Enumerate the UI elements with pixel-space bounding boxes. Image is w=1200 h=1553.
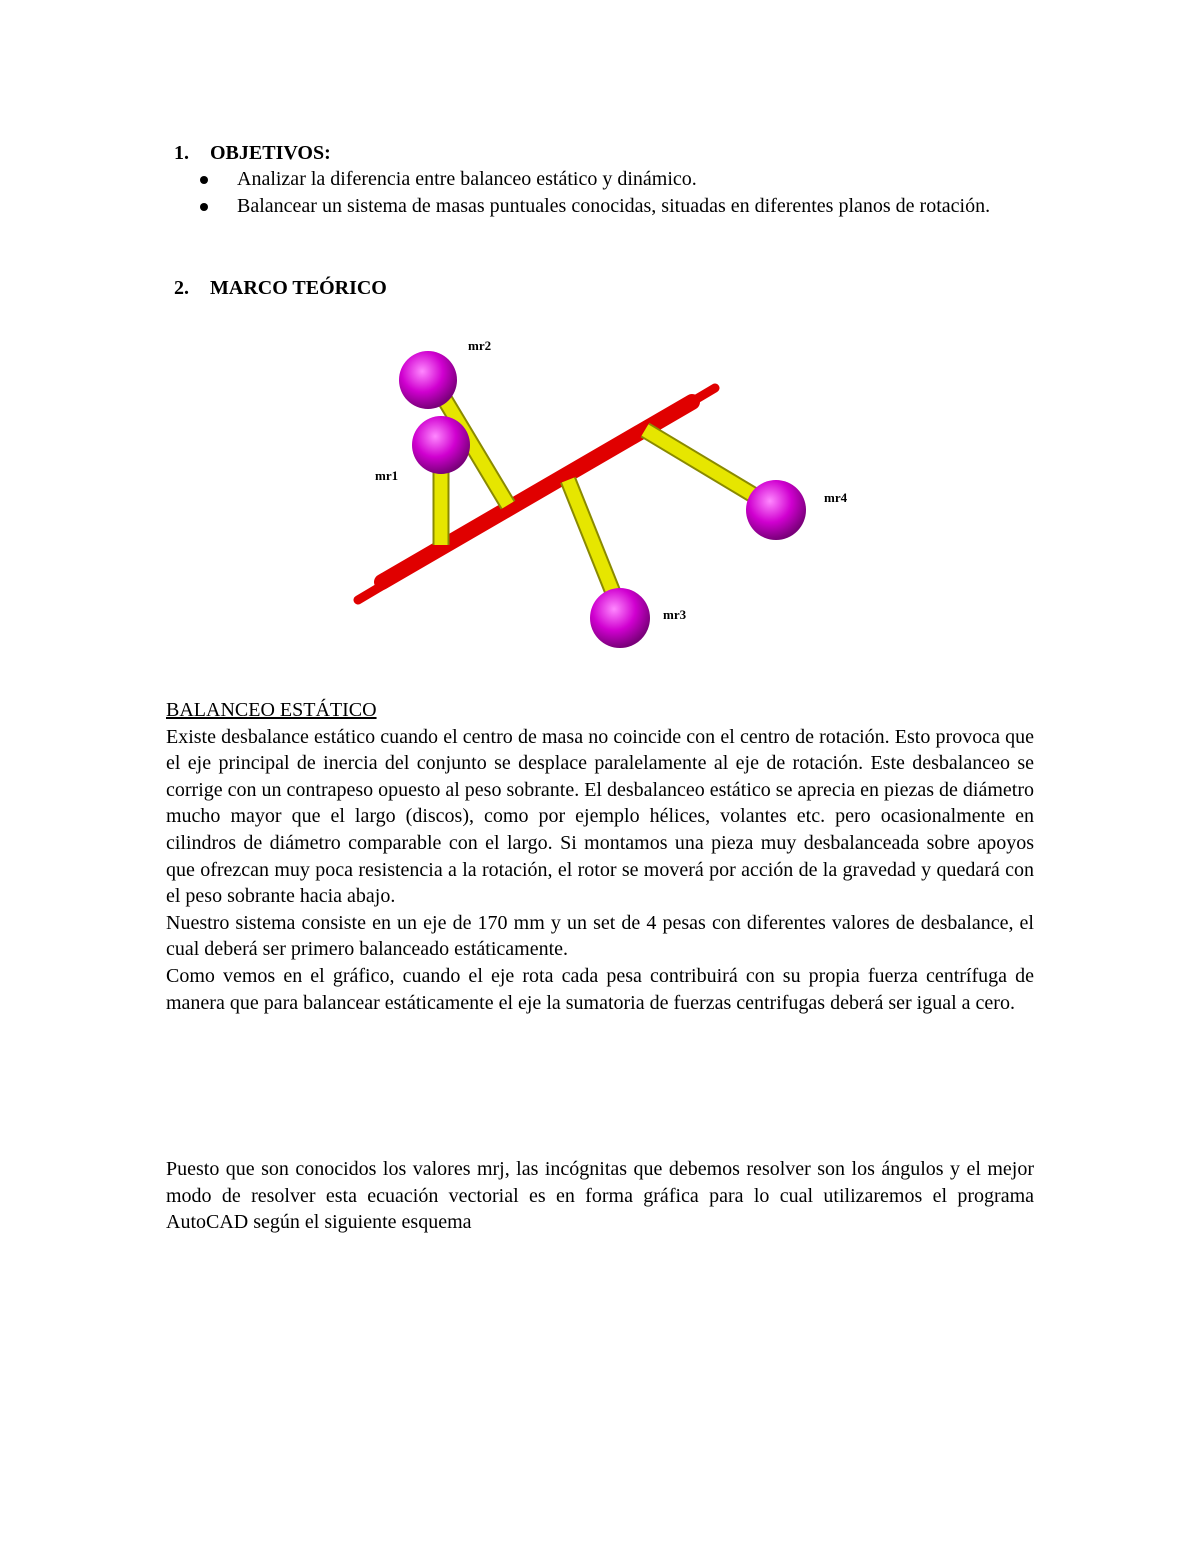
label-mr1: mr1 (375, 468, 399, 483)
shaft (358, 388, 715, 600)
closing-section (166, 1156, 1034, 1236)
marco-title: MARCO TEÓRICO (210, 277, 387, 299)
list-item (200, 166, 1034, 193)
objectives-list (200, 166, 1034, 220)
balancing-figure (340, 330, 880, 660)
balanceo-title: BALANCEO ESTÁTICO (166, 699, 377, 721)
mass-mr4-icon (746, 480, 806, 540)
balanceo-section (166, 697, 1034, 1016)
objectives-heading (174, 142, 331, 165)
marco-number: 2. (174, 277, 189, 299)
arms (430, 375, 770, 610)
objective-text-1: Analizar la diferencia entre balanceo estático y dinámico. (237, 168, 697, 190)
mass-mr2-icon (399, 351, 457, 409)
objective-text-2: Balancear un sistema de masas puntuales conocidas, situadas en diferentes planos de rotación. (237, 195, 991, 217)
list-item (200, 193, 1034, 220)
mass-mr3-icon (590, 588, 650, 648)
label-mr4: mr4 (824, 490, 848, 505)
marco-heading (174, 277, 387, 300)
balanceo-paragraph-1: Existe desbalance estático cuando el centro de masa no coincide con el centro de rotación. Esto provoca que el eje principal de inercia del conjunto se desplace paralelamente al eje de rotación. Este desbalanceo se corrige con un contrapeso opuesto al peso sobrante. El desbalanceo estático se aprecia en piezas de diámetro mucho mayor que el largo (discos), como por ejemplo hélices, volantes etc. pero ocasionalmente en cilindros de diámetro comparable con el largo. Si montamos una pieza muy desbalanceada sobre apoyos que ofrezcan muy poca resistencia a la rotación, el rotor se moverá por acción de la gravedad y quedará con el peso sobrante hacia abajo. (166, 725, 1034, 908)
label-mr3: mr3 (663, 607, 687, 622)
closing-paragraph: Puesto que son conocidos los valores mrj, las incógnitas que debemos resolver son los ángulos y el mejor modo de resolver esta ecuación vectorial es en forma gráfica para lo cual utilizaremos el programa AutoCAD según el siguiente esquema (166, 1158, 1034, 1234)
balanceo-paragraph-2: Nuestro sistema consiste en un eje de 170 mm y un set de 4 pesas con diferentes valores de desbalance, el cual deberá ser primero balanceado estáticamente. (166, 911, 1034, 961)
objectives-number: 1. (174, 142, 189, 164)
bullet-icon (200, 176, 208, 184)
objectives-title: OBJETIVOS: (210, 142, 331, 164)
bullet-icon (200, 203, 208, 211)
label-mr2: mr2 (468, 338, 492, 353)
balanceo-paragraph-3: Como vemos en el gráfico, cuando el eje rota cada pesa contribuirá con su propia fuerza centrífuga de manera que para balancear estáticamente el eje la sumatoria de fuerzas centrifugas deberá ser igual a cero. (166, 964, 1034, 1014)
mass-mr1-icon (412, 416, 470, 474)
